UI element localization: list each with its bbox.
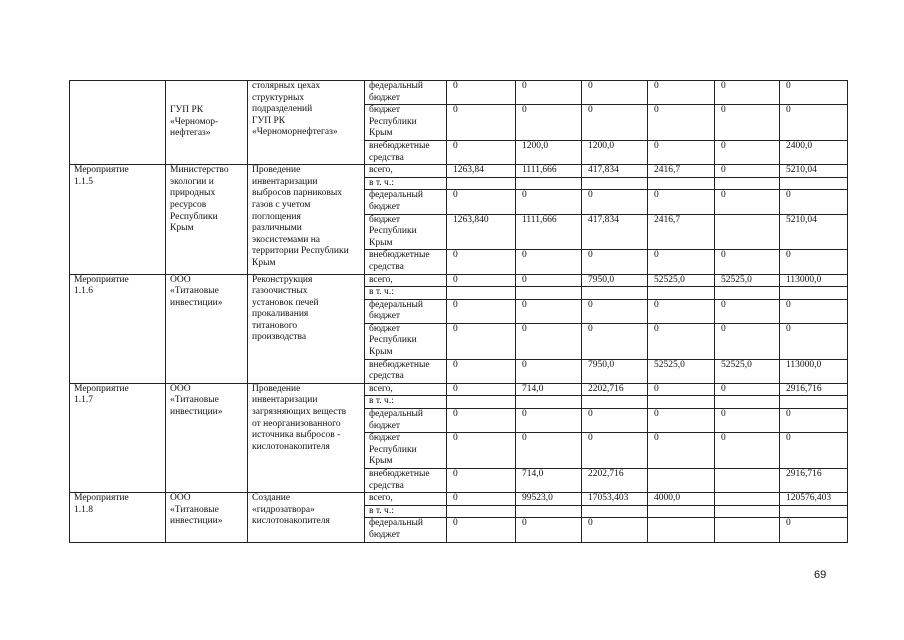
amount-cell: 0 xyxy=(447,383,516,396)
amount-cell: 0 xyxy=(648,433,715,469)
funding-source-cell: федеральный бюджет xyxy=(365,190,447,214)
amount-cell xyxy=(648,505,715,518)
amount-cell: 0 xyxy=(516,299,582,323)
funding-source-cell: федеральный бюджет xyxy=(365,299,447,323)
amount-cell: 0 xyxy=(447,433,516,469)
amount-cell: 0 xyxy=(516,81,582,105)
amount-cell: 0 xyxy=(447,409,516,433)
amount-cell xyxy=(648,177,715,190)
amount-cell: 0 xyxy=(516,105,582,141)
amount-cell: 0 xyxy=(648,140,715,164)
amount-cell xyxy=(715,214,780,250)
amount-cell: 52525,0 xyxy=(648,274,715,287)
amount-cell xyxy=(582,505,648,518)
amount-cell: 0 xyxy=(780,190,848,214)
amount-cell: 113000,0 xyxy=(780,359,848,383)
amount-cell: 0 xyxy=(516,190,582,214)
amount-cell: 417,834 xyxy=(582,214,648,250)
amount-cell: 1200,0 xyxy=(516,140,582,164)
amount-cell: 0 xyxy=(516,433,582,469)
amount-cell xyxy=(447,396,516,409)
amount-cell: 0 xyxy=(715,105,780,141)
funding-source-cell: бюджет Республики Крым xyxy=(365,214,447,250)
amount-cell: 0 xyxy=(715,81,780,105)
amount-cell: 0 xyxy=(582,518,648,542)
amount-cell: 7950,0 xyxy=(582,359,648,383)
amount-cell: 0 xyxy=(582,323,648,359)
funding-source-cell: федеральный бюджет xyxy=(365,81,447,105)
amount-cell: 52525,0 xyxy=(648,359,715,383)
amount-cell: 0 xyxy=(715,140,780,164)
amount-cell: 99523,0 xyxy=(516,493,582,506)
amount-cell: 417,834 xyxy=(582,165,648,178)
amount-cell xyxy=(715,396,780,409)
amount-cell xyxy=(582,177,648,190)
amount-cell: 113000,0 xyxy=(780,274,848,287)
amount-cell: 1263,84 xyxy=(447,165,516,178)
amount-cell xyxy=(648,396,715,409)
amount-cell: 0 xyxy=(447,493,516,506)
amount-cell: 4000,0 xyxy=(648,493,715,506)
amount-cell: 0 xyxy=(447,250,516,274)
amount-cell: 0 xyxy=(715,165,780,178)
amount-cell: 2400,0 xyxy=(780,140,848,164)
funding-source-cell: бюджет Республики Крым xyxy=(365,323,447,359)
amount-cell xyxy=(715,287,780,300)
amount-cell: 0 xyxy=(780,81,848,105)
amount-cell: 0 xyxy=(582,190,648,214)
amount-cell: 0 xyxy=(715,299,780,323)
amount-cell: 0 xyxy=(447,105,516,141)
amount-cell: 0 xyxy=(582,81,648,105)
amount-cell: 0 xyxy=(582,433,648,469)
amount-cell: 7950,0 xyxy=(582,274,648,287)
executor-cell: ГУП РК «Черномор- нефтегаз» xyxy=(166,81,248,165)
funding-source-cell: внебюджетные средства xyxy=(365,250,447,274)
amount-cell: 0 xyxy=(780,323,848,359)
amount-cell: 1111,666 xyxy=(516,165,582,178)
amount-cell xyxy=(447,287,516,300)
amount-cell: 0 xyxy=(715,383,780,396)
amount-cell xyxy=(648,518,715,542)
amount-cell xyxy=(516,177,582,190)
amount-cell: 0 xyxy=(648,81,715,105)
table-row xyxy=(70,383,848,396)
executor-cell: ООО «Титановые инвестиции» xyxy=(166,383,248,492)
funding-source-cell: бюджет Республики Крым xyxy=(365,433,447,469)
amount-cell: 2916,716 xyxy=(780,469,848,493)
funding-source-cell: всего, xyxy=(365,493,447,506)
amount-cell xyxy=(516,287,582,300)
amount-cell: 0 xyxy=(780,299,848,323)
amount-cell: 0 xyxy=(447,323,516,359)
amount-cell xyxy=(582,396,648,409)
amount-cell xyxy=(715,177,780,190)
amount-cell: 0 xyxy=(447,359,516,383)
table-row xyxy=(70,274,848,287)
budget-table xyxy=(69,80,848,543)
funding-source-cell: в т. ч.: xyxy=(365,396,447,409)
amount-cell: 0 xyxy=(715,433,780,469)
amount-cell: 0 xyxy=(780,409,848,433)
funding-source-cell: бюджет Республики Крым xyxy=(365,105,447,141)
table-row xyxy=(70,165,848,178)
amount-cell: 0 xyxy=(648,190,715,214)
measure-cell: Мероприятие 1.1.8 xyxy=(70,493,166,542)
amount-cell: 0 xyxy=(447,81,516,105)
funding-source-cell: всего, xyxy=(365,165,447,178)
funding-source-cell: всего, xyxy=(365,383,447,396)
page-number: 69 xyxy=(814,569,827,581)
amount-cell: 0 xyxy=(447,469,516,493)
amount-cell: 0 xyxy=(516,250,582,274)
amount-cell xyxy=(715,518,780,542)
amount-cell: 2202,716 xyxy=(582,383,648,396)
amount-cell: 0 xyxy=(516,274,582,287)
funding-source-cell: в т. ч.: xyxy=(365,505,447,518)
amount-cell: 0 xyxy=(516,359,582,383)
amount-cell: 1200,0 xyxy=(582,140,648,164)
amount-cell xyxy=(780,396,848,409)
amount-cell: 0 xyxy=(447,190,516,214)
amount-cell xyxy=(780,287,848,300)
amount-cell: 17053,403 xyxy=(582,493,648,506)
amount-cell: 0 xyxy=(715,323,780,359)
amount-cell xyxy=(648,287,715,300)
executor-cell: ООО «Титановые инвестиции» xyxy=(166,274,248,383)
amount-cell xyxy=(582,287,648,300)
amount-cell: 2916,716 xyxy=(780,383,848,396)
amount-cell: 5210,04 xyxy=(780,214,848,250)
amount-cell: 0 xyxy=(780,105,848,141)
amount-cell xyxy=(715,505,780,518)
amount-cell: 1263,840 xyxy=(447,214,516,250)
funding-source-cell: в т. ч.: xyxy=(365,287,447,300)
funding-source-cell: в т. ч.: xyxy=(365,177,447,190)
table-row xyxy=(70,493,848,506)
amount-cell: 0 xyxy=(516,518,582,542)
amount-cell xyxy=(447,505,516,518)
measure-cell: Мероприятие 1.1.7 xyxy=(70,383,166,492)
amount-cell: 0 xyxy=(582,105,648,141)
amount-cell: 0 xyxy=(648,383,715,396)
amount-cell: 52525,0 xyxy=(715,274,780,287)
description-cell: Проведение инвентаризации выбросов парниковых газов с учетом поглощения различными экосистемами на территории Республики Крым xyxy=(248,165,365,274)
funding-source-cell: федеральный бюджет xyxy=(365,518,447,542)
amount-cell: 0 xyxy=(447,299,516,323)
amount-cell: 0 xyxy=(648,299,715,323)
executor-cell: ООО «Титановые инвестиции» xyxy=(166,493,248,542)
table-row xyxy=(70,81,848,105)
description-cell: Реконструкция газоочистных установок печей прокаливания титанового производства xyxy=(248,274,365,383)
amount-cell: 714,0 xyxy=(516,469,582,493)
amount-cell: 0 xyxy=(582,409,648,433)
description-cell: Создание «гидрозатвора» кислотонакопителя xyxy=(248,493,365,542)
measure-cell: Мероприятие 1.1.5 xyxy=(70,165,166,274)
amount-cell: 0 xyxy=(447,274,516,287)
amount-cell: 52525,0 xyxy=(715,359,780,383)
amount-cell xyxy=(516,396,582,409)
funding-source-cell: всего, xyxy=(365,274,447,287)
funding-source-cell: внебюджетные средства xyxy=(365,140,447,164)
amount-cell: 0 xyxy=(648,323,715,359)
amount-cell: 0 xyxy=(780,518,848,542)
amount-cell: 0 xyxy=(780,250,848,274)
measure-cell xyxy=(70,81,166,165)
amount-cell: 0 xyxy=(715,190,780,214)
amount-cell: 714,0 xyxy=(516,383,582,396)
amount-cell xyxy=(715,493,780,506)
amount-cell xyxy=(715,469,780,493)
amount-cell: 2416,7 xyxy=(648,214,715,250)
amount-cell: 1111,666 xyxy=(516,214,582,250)
funding-source-cell: внебюджетные средства xyxy=(365,359,447,383)
amount-cell: 0 xyxy=(516,409,582,433)
amount-cell: 2202,716 xyxy=(582,469,648,493)
amount-cell xyxy=(780,505,848,518)
amount-cell: 5210,04 xyxy=(780,165,848,178)
amount-cell: 0 xyxy=(648,105,715,141)
amount-cell: 0 xyxy=(582,299,648,323)
measure-cell: Мероприятие 1.1.6 xyxy=(70,274,166,383)
amount-cell xyxy=(447,177,516,190)
amount-cell: 0 xyxy=(582,250,648,274)
amount-cell: 2416,7 xyxy=(648,165,715,178)
amount-cell: 0 xyxy=(447,518,516,542)
amount-cell: 0 xyxy=(780,433,848,469)
amount-cell xyxy=(780,177,848,190)
amount-cell: 0 xyxy=(648,250,715,274)
amount-cell: 0 xyxy=(715,250,780,274)
amount-cell: 0 xyxy=(447,140,516,164)
amount-cell: 0 xyxy=(648,409,715,433)
description-cell: столярных цехах структурных подразделений ГУП РК «Черноморнефтегаз» xyxy=(248,81,365,165)
description-cell: Проведение инвентаризации загрязняющих веществ от неорганизованного источника выбросов - кислотонакопителя xyxy=(248,383,365,492)
executor-cell: Министерство экологии и природных ресурсов Республики Крым xyxy=(166,165,248,274)
funding-source-cell: федеральный бюджет xyxy=(365,409,447,433)
funding-source-cell: внебюджетные средства xyxy=(365,469,447,493)
amount-cell xyxy=(516,505,582,518)
amount-cell: 0 xyxy=(516,323,582,359)
amount-cell: 0 xyxy=(715,409,780,433)
amount-cell: 120576,403 xyxy=(780,493,848,506)
amount-cell xyxy=(648,469,715,493)
